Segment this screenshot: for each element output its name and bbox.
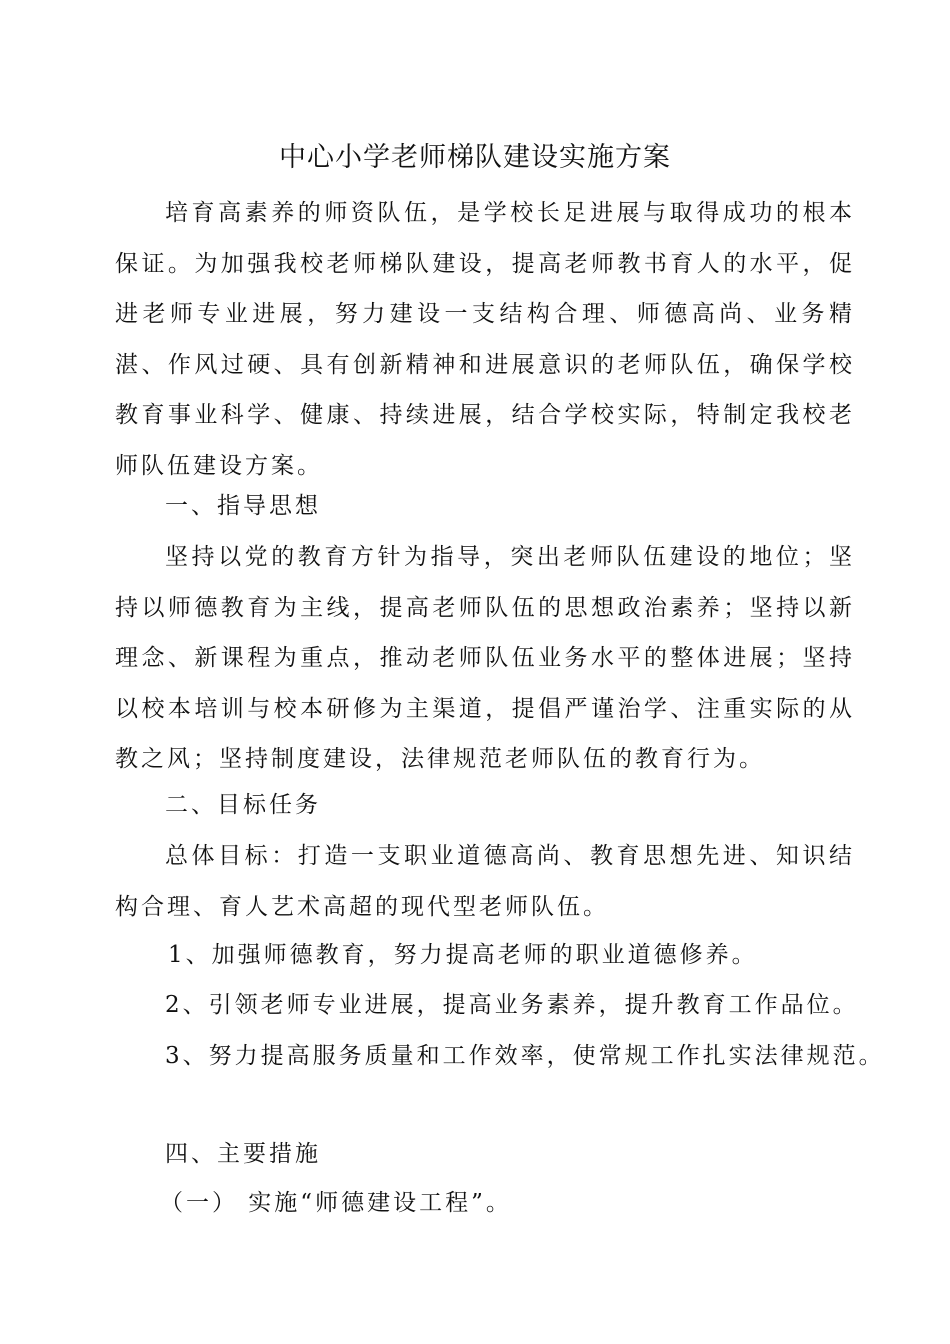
goal-item-3: 3、努力提高服务质量和工作效率，使常规工作扎实法律规范。 (165, 1043, 885, 1069)
section-heading-main-measures: 四、主要措施 (165, 1141, 321, 1167)
overall-goal-paragraph: 总体目标：打造一支职业道德高尚、教育思想先进、知识结构合理、育人艺术高超的现代型老师队伍。 (115, 843, 855, 920)
section-heading-guiding-ideology: 一、指导思想 (165, 493, 321, 519)
measure-sub-1: （一） 实施“师德建设工程”。 (160, 1190, 512, 1216)
goal-item-1: 1、加强师德教育，努力提高老师的职业道德修养。 (168, 942, 758, 968)
goal-item-2: 2、引领老师专业进展，提高业务素养，提升教育工作品位。 (165, 992, 859, 1018)
section-heading-goals: 二、目标任务 (165, 792, 321, 818)
document-title: 中心小学老师梯队建设实施方案 (279, 142, 671, 173)
intro-paragraph: 培育高素养的师资队伍，是学校长足进展与取得成功的根本保证。为加强我校老师梯队建设，提高老师教书育人的水平，促进老师专业进展，努力建设一支结构合理、师德高尚、业务精湛、作风过硬、具有创新精神和进展意识的老师队伍，确保学校教育事业科学、健康、持续进展，结合学校实际，特制定我校老师队伍建设方案。 (115, 200, 855, 479)
guiding-ideology-paragraph: 坚持以党的教育方针为指导，突出老师队伍建设的地位；坚持以师德教育为主线，提高老师队伍的思想政治素养；坚持以新理念、新课程为重点，推动老师队伍业务水平的整体进展；坚持以校本培训与校本研修为主渠道，提倡严谨治学、注重实际的从教之风；坚持制度建设，法律规范老师队伍的教育行为。 (115, 544, 855, 773)
